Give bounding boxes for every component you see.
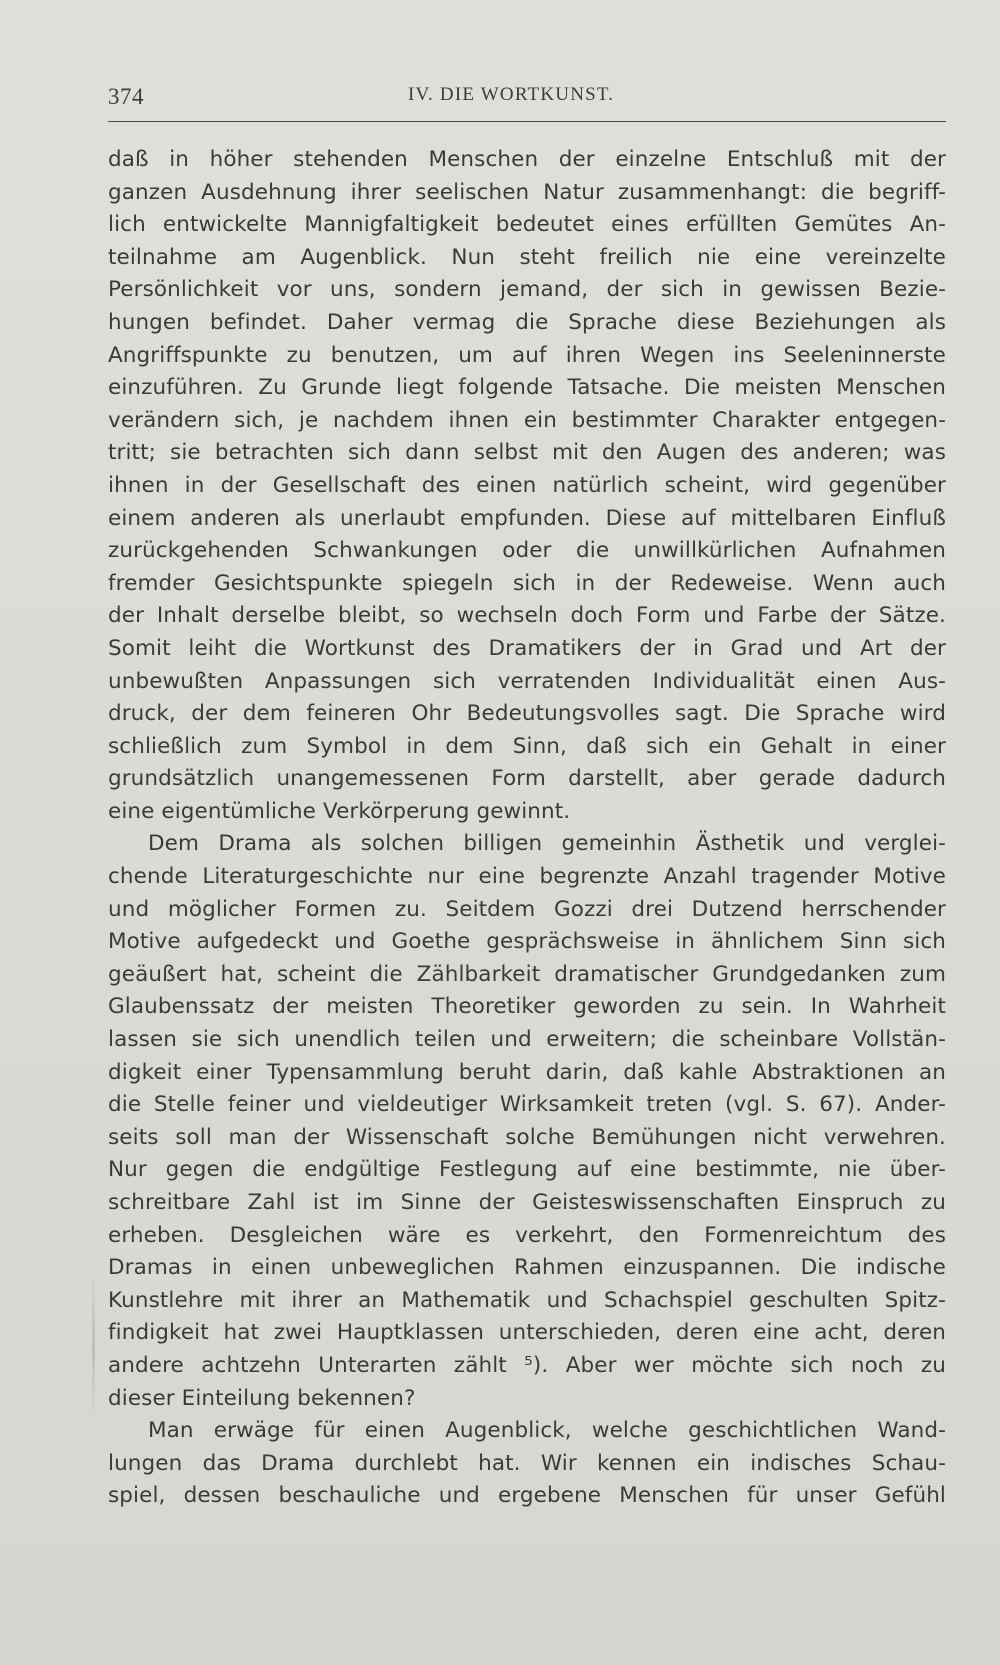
text-line: Persönlichkeit vor uns, sondern jemand, der sich in gewissen Bezie- bbox=[108, 277, 946, 303]
header-rule bbox=[108, 121, 946, 122]
paragraph bbox=[108, 144, 946, 828]
text-line: fremder Gesichtspunkte spiegeln sich in der Redeweise. Wenn auch bbox=[108, 570, 946, 596]
text-line: eine eigentümliche Verkörperung gewinnt. bbox=[108, 798, 571, 824]
text-line: andere achtzehn Unterarten zählt ⁵). Aber wer möchte sich noch zu bbox=[108, 1352, 946, 1378]
body-text bbox=[108, 144, 946, 1513]
text-line: ganzen Ausdehnung ihrer seelischen Natur zusammenhangt: die begriff- bbox=[108, 179, 946, 205]
text-line: dieser Einteilung bekennen? bbox=[108, 1385, 416, 1411]
text-line: Dramas in einen unbeweglichen Rahmen einzuspannen. Die indische bbox=[108, 1255, 946, 1281]
text-line: seits soll man der Wissenschaft solche Bemühungen nicht verwehren. bbox=[108, 1124, 946, 1150]
text-line: lassen sie sich unendlich teilen und erweitern; die scheinbare Vollstän- bbox=[108, 1027, 946, 1053]
text-line: Kunstlehre mit ihrer an Mathematik und Schachspiel geschulten Spitz- bbox=[108, 1287, 946, 1313]
text-line: der Inhalt derselbe bleibt, so wechseln doch Form und Farbe der Sätze. bbox=[108, 603, 946, 629]
text-line: chende Literaturgeschichte nur eine begrenzte Anzahl tragender Motive bbox=[108, 864, 946, 890]
text-line: unbewußten Anpassungen sich verratenden Individualität einen Aus- bbox=[108, 668, 946, 694]
text-line: Man erwäge für einen Augenblick, welche geschichtlichen Wand- bbox=[148, 1418, 946, 1444]
text-line: hungen befindet. Daher vermag die Sprache diese Beziehungen als bbox=[108, 309, 946, 335]
text-line: Somit leiht die Wortkunst des Dramatikers der in Grad und Art der bbox=[108, 635, 946, 661]
text-line: druck, der dem feineren Ohr Bedeutungsvolles sagt. Die Sprache wird bbox=[108, 701, 946, 727]
text-line: ihnen in der Gesellschaft des einen natürlich scheint, wird gegenüber bbox=[108, 472, 946, 498]
text-line: lich entwickelte Mannigfaltigkeit bedeutet eines erfüllten Gemütes An- bbox=[108, 212, 946, 238]
text-line: digkeit einer Typensammlung beruht darin, daß kahle Abstraktionen an bbox=[108, 1059, 946, 1085]
text-line: Motive aufgedeckt und Goethe gesprächsweise in ähnlichem Sinn sich bbox=[108, 929, 946, 955]
text-line: einem anderen als unerlaubt empfunden. Diese auf mittelbaren Einfluß bbox=[108, 505, 946, 531]
paragraph bbox=[108, 1415, 946, 1513]
text-line: und möglicher Formen zu. Seitdem Gozzi drei Dutzend herrschender bbox=[108, 896, 946, 922]
text-line: grundsätzlich unangemessenen Form darstellt, aber gerade dadurch bbox=[108, 766, 946, 792]
text-line: zurückgehenden Schwankungen oder die unwillkürlichen Aufnahmen bbox=[108, 538, 946, 564]
text-line: geäußert hat, scheint die Zählbarkeit dramatischer Grundgedanken zum bbox=[108, 961, 946, 987]
text-line: Nur gegen die endgültige Festlegung auf eine bestimmte, nie über- bbox=[108, 1157, 946, 1183]
page-shadow bbox=[92, 1270, 95, 1420]
text-line: Glaubenssatz der meisten Theoretiker geworden zu sein. In Wahrheit bbox=[108, 994, 946, 1020]
text-line: teilnahme am Augenblick. Nun steht freilich nie eine vereinzelte bbox=[108, 244, 946, 270]
text-line: spiel, dessen beschauliche und ergebene Menschen für unser Gefühl bbox=[108, 1483, 946, 1509]
text-line: daß in höher stehenden Menschen der einzelne Entschluß mit der bbox=[108, 147, 946, 172]
text-line: findigkeit hat zwei Hauptklassen unterschieden, deren eine acht, deren bbox=[108, 1320, 946, 1346]
running-head bbox=[108, 84, 938, 116]
text-line: schließlich zum Symbol in dem Sinn, daß sich ein Gehalt in einer bbox=[108, 733, 946, 759]
paragraph bbox=[108, 828, 946, 1415]
text-line: die Stelle feiner und vieldeutiger Wirksamkeit treten (vgl. S. 67). Ander- bbox=[108, 1092, 946, 1118]
chapter-title: IV. DIE WORTKUNST. bbox=[408, 84, 615, 105]
text-line: schreitbare Zahl ist im Sinne der Geisteswissenschaften Einspruch zu bbox=[108, 1190, 946, 1215]
text-line: einzuführen. Zu Grunde liegt folgende Tatsache. Die meisten Menschen bbox=[108, 375, 946, 401]
text-line: tritt; sie betrachten sich dann selbst mit den Augen des anderen; was bbox=[108, 440, 946, 466]
text-line: verändern sich, je nachdem ihnen ein bestimmter Charakter entgegen- bbox=[108, 407, 946, 433]
page-number: 374 bbox=[108, 84, 144, 109]
text-line: Angriffspunkte zu benutzen, um auf ihren Wegen ins Seeleninnerste bbox=[108, 342, 946, 368]
text-line: Dem Drama als solchen billigen gemeinhin Ästhetik und verglei- bbox=[148, 831, 946, 857]
text-line: erheben. Desgleichen wäre es verkehrt, den Formenreichtum des bbox=[108, 1222, 946, 1248]
text-line: lungen das Drama durchlebt hat. Wir kennen ein indisches Schau- bbox=[108, 1450, 946, 1476]
